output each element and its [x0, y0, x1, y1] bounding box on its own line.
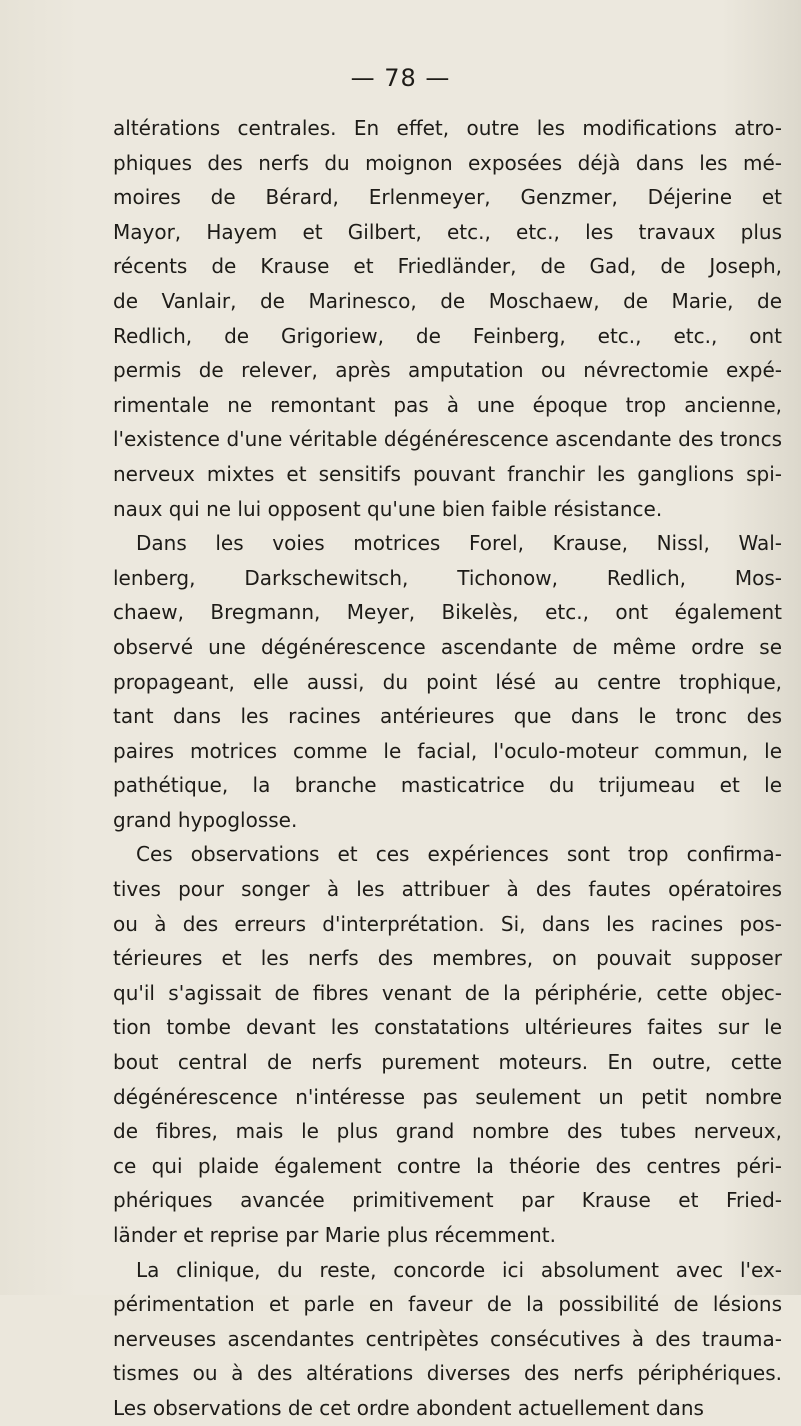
text-line: Ces observations et ces expériences sont trop confirma- [136, 842, 782, 867]
text-line: tismes ou à des altérations diverses des nerfs périphériques. [113, 1361, 782, 1386]
text-line: Mayor, Hayem et Gilbert, etc., etc., les travaux plus [113, 219, 782, 244]
text-line: naux qui ne lui opposent qu'une bien faible résistance. [113, 496, 663, 521]
text-line: La clinique, du reste, concorde ici absolument avec l'ex- [136, 1257, 782, 1282]
text-line: phériques avancée primitivement par Krause et Fried- [113, 1188, 782, 1213]
text-line: tives pour songer à les attribuer à des fautes opératoires [113, 877, 782, 902]
text-line: qu'il s'agissait de fibres venant de la périphérie, cette objec- [113, 980, 782, 1005]
text-line: de fibres, mais le plus grand nombre des tubes nerveux, [113, 1119, 782, 1144]
text-line: Les observations de cet ordre abondent actuellement dans [113, 1395, 704, 1420]
text-line: phiques des nerfs du moignon exposées déjà dans les mé- [113, 150, 782, 175]
text-line: nerveux mixtes et sensitifs pouvant franchir les ganglions spi- [113, 461, 782, 486]
text-line: tant dans les racines antérieures que dans le tronc des [113, 704, 782, 729]
text-line: térieures et les nerfs des membres, on pouvait supposer [113, 946, 782, 971]
text-line: permis de relever, après amputation ou névrectomie expé- [113, 358, 782, 383]
text-line: observé une dégénérescence ascendante de même ordre se [113, 634, 782, 659]
text-line: rimentale ne remontant pas à une époque trop ancienne, [113, 392, 782, 417]
text-line: dégénérescence n'intéresse pas seulement un petit nombre [113, 1084, 782, 1109]
text-line: ce qui plaide également contre la théorie des centres péri- [113, 1153, 782, 1178]
text-line: de Vanlair, de Marinesco, de Moschaew, de Marie, de [113, 288, 782, 313]
text-line: tion tombe devant les constatations ultérieures faites sur le [113, 1015, 782, 1040]
text-line: länder et reprise par Marie plus récemment. [113, 1223, 556, 1247]
text-line: propageant, elle aussi, du point lésé au centre trophique, [113, 669, 782, 694]
page-number: — 78 — [350, 64, 451, 92]
text-line: Dans les voies motrices Forel, Krause, Nissl, Wal- [136, 531, 782, 556]
text-line: chaew, Bregmann, Meyer, Bikelès, etc., ont également [113, 600, 782, 625]
text-line: lenberg, Darkschewitsch, Tichonow, Redlich, Mos- [113, 565, 782, 590]
text-line: pathétique, la branche masticatrice du trijumeau et le [113, 773, 782, 798]
text-line: paires motrices comme le facial, l'oculo-moteur commun, le [113, 738, 782, 763]
text-line: moires de Bérard, Erlenmeyer, Genzmer, Déjerine et [113, 185, 782, 210]
body-text [113, 111, 782, 1426]
text-line: ou à des erreurs d'interprétation. Si, dans les racines pos- [113, 911, 782, 936]
text-line: altérations centrales. En effet, outre les modifications atro- [113, 116, 782, 140]
text-line: périmentation et parle en faveur de la possibilité de lésions [113, 1292, 782, 1317]
text-line: Redlich, de Grigoriew, de Feinberg, etc., etc., ont [113, 323, 782, 348]
text-line: récents de Krause et Friedländer, de Gad, de Joseph, [113, 254, 782, 279]
text-line: bout central de nerfs purement moteurs. En outre, cette [113, 1050, 782, 1075]
text-line: l'existence d'une véritable dégénérescence ascendante des troncs [113, 427, 782, 452]
text-line: grand hypoglosse. [113, 807, 298, 832]
text-line: nerveuses ascendantes centripètes consécutives à des trauma- [113, 1326, 782, 1351]
